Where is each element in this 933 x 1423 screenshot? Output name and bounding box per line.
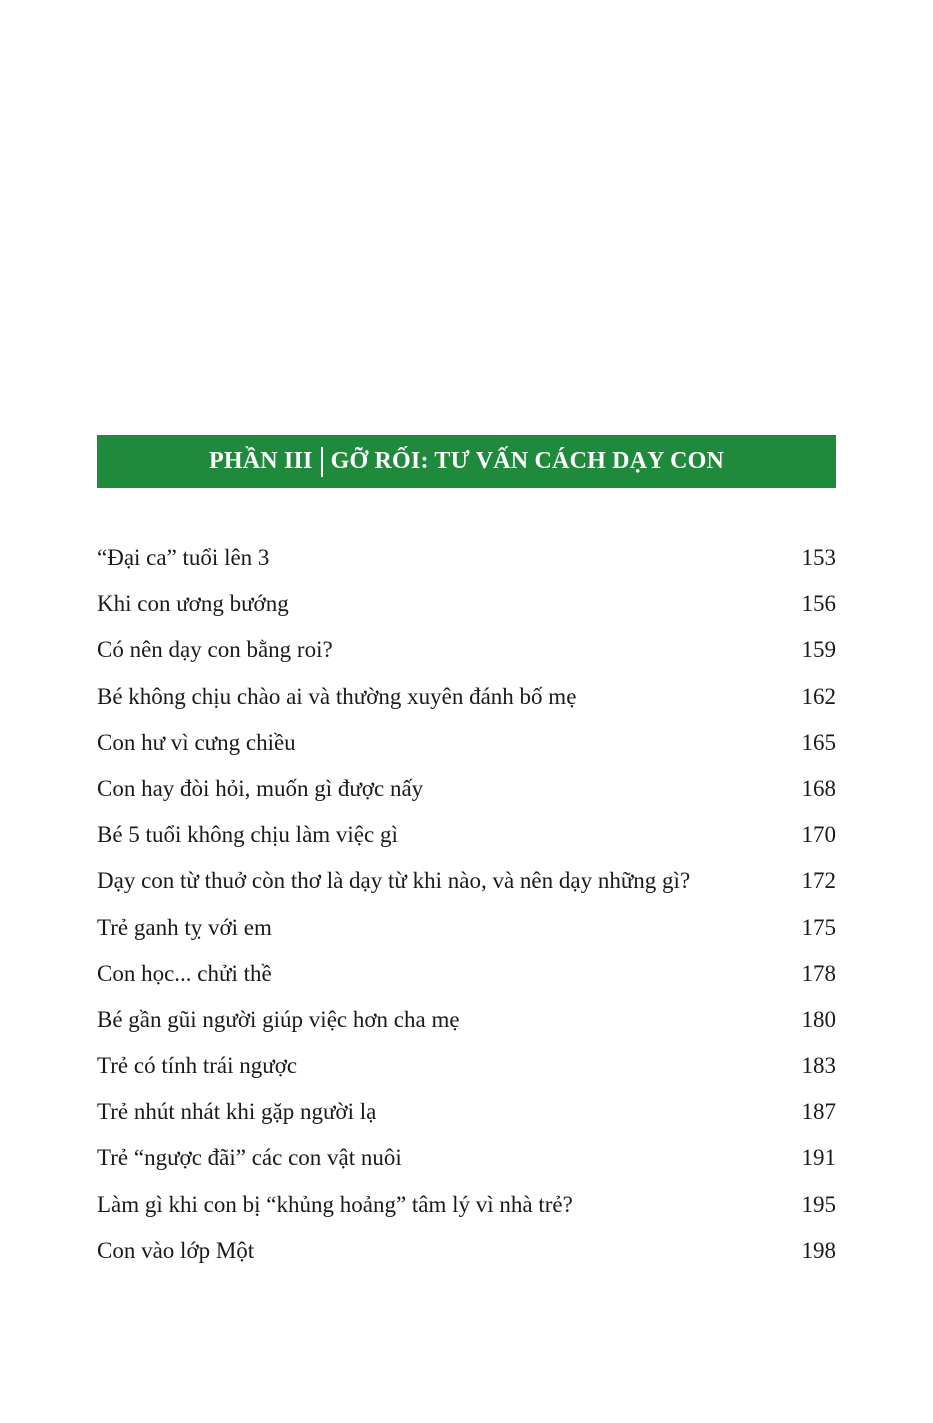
- toc-entry-page: 180: [801, 1006, 836, 1032]
- toc-entry-page: 195: [801, 1191, 836, 1217]
- toc-entry-title: Con vào lớp Một: [97, 1237, 255, 1263]
- section-title: GỠ RỐI: TƯ VẤN CÁCH DẠY CON: [330, 448, 725, 474]
- toc-entry[interactable]: [97, 627, 836, 673]
- toc-entry-page: 183: [801, 1053, 836, 1079]
- toc-entry[interactable]: [97, 858, 836, 904]
- toc-entry[interactable]: [97, 1135, 836, 1181]
- toc-entry[interactable]: [97, 766, 836, 812]
- toc-entry-title: Dạy con từ thuở còn thơ là dạy từ khi nào, và nên dạy những gì?: [97, 868, 691, 894]
- toc-entry-page: 159: [801, 637, 836, 663]
- toc-entry-title: Bé gần gũi người giúp việc hơn cha mẹ: [97, 1006, 460, 1032]
- toc-entry-title: Trẻ nhút nhát khi gặp người lạ: [97, 1099, 377, 1125]
- toc-entry-page: 168: [801, 775, 836, 801]
- toc-entry-title: Làm gì khi con bị “khủng hoảng” tâm lý vì nhà trẻ?: [97, 1191, 573, 1217]
- toc-entry[interactable]: [97, 997, 836, 1043]
- toc-entry[interactable]: [97, 1182, 836, 1228]
- toc-entry[interactable]: [97, 812, 836, 858]
- toc-entry-title: Con hư vì cưng chiều: [97, 729, 296, 755]
- toc-entry-page: 178: [801, 960, 836, 986]
- section-banner: [97, 435, 836, 488]
- toc-entry-page: 162: [801, 683, 836, 709]
- toc-entry-title: Con học... chửi thề: [97, 960, 272, 986]
- toc-entry-title: Con hay đòi hỏi, muốn gì được nấy: [97, 775, 424, 801]
- toc-entry[interactable]: [97, 581, 836, 627]
- toc-entry-page: 187: [801, 1099, 836, 1125]
- toc-entry-page: 198: [801, 1237, 836, 1263]
- toc-entry[interactable]: [97, 674, 836, 720]
- table-of-contents: [97, 535, 836, 1274]
- toc-entry-title: Khi con ương bướng: [97, 591, 289, 617]
- toc-entry[interactable]: [97, 951, 836, 997]
- toc-entry-title: Có nên dạy con bằng roi?: [97, 637, 333, 663]
- part-label: PHẦN III: [208, 448, 313, 474]
- toc-entry[interactable]: [97, 1043, 836, 1089]
- toc-entry-title: Trẻ “ngược đãi” các con vật nuôi: [97, 1145, 402, 1171]
- toc-entry[interactable]: [97, 535, 836, 581]
- toc-entry-title: “Đại ca” tuổi lên 3: [97, 545, 270, 570]
- toc-entry-page: 172: [801, 868, 836, 894]
- toc-entry-page: 191: [801, 1145, 836, 1171]
- toc-entry-title: Trẻ ganh tỵ với em: [97, 914, 272, 940]
- toc-entry-page: 175: [801, 914, 836, 940]
- toc-entry-page: 153: [801, 545, 836, 570]
- toc-entry-title: Bé không chịu chào ai và thường xuyên đánh bố mẹ: [97, 683, 577, 709]
- toc-entry-page: 170: [801, 822, 836, 848]
- toc-entry-title: Bé 5 tuổi không chịu làm việc gì: [97, 822, 398, 848]
- toc-entry[interactable]: [97, 905, 836, 951]
- toc-entry-title: Trẻ có tính trái ngược: [97, 1053, 298, 1079]
- toc-entry-page: 156: [801, 591, 836, 617]
- toc-entry[interactable]: [97, 720, 836, 766]
- toc-entry[interactable]: [97, 1228, 836, 1274]
- divider-bar: [321, 447, 323, 477]
- toc-entry[interactable]: [97, 1089, 836, 1135]
- toc-entry-page: 165: [801, 729, 836, 755]
